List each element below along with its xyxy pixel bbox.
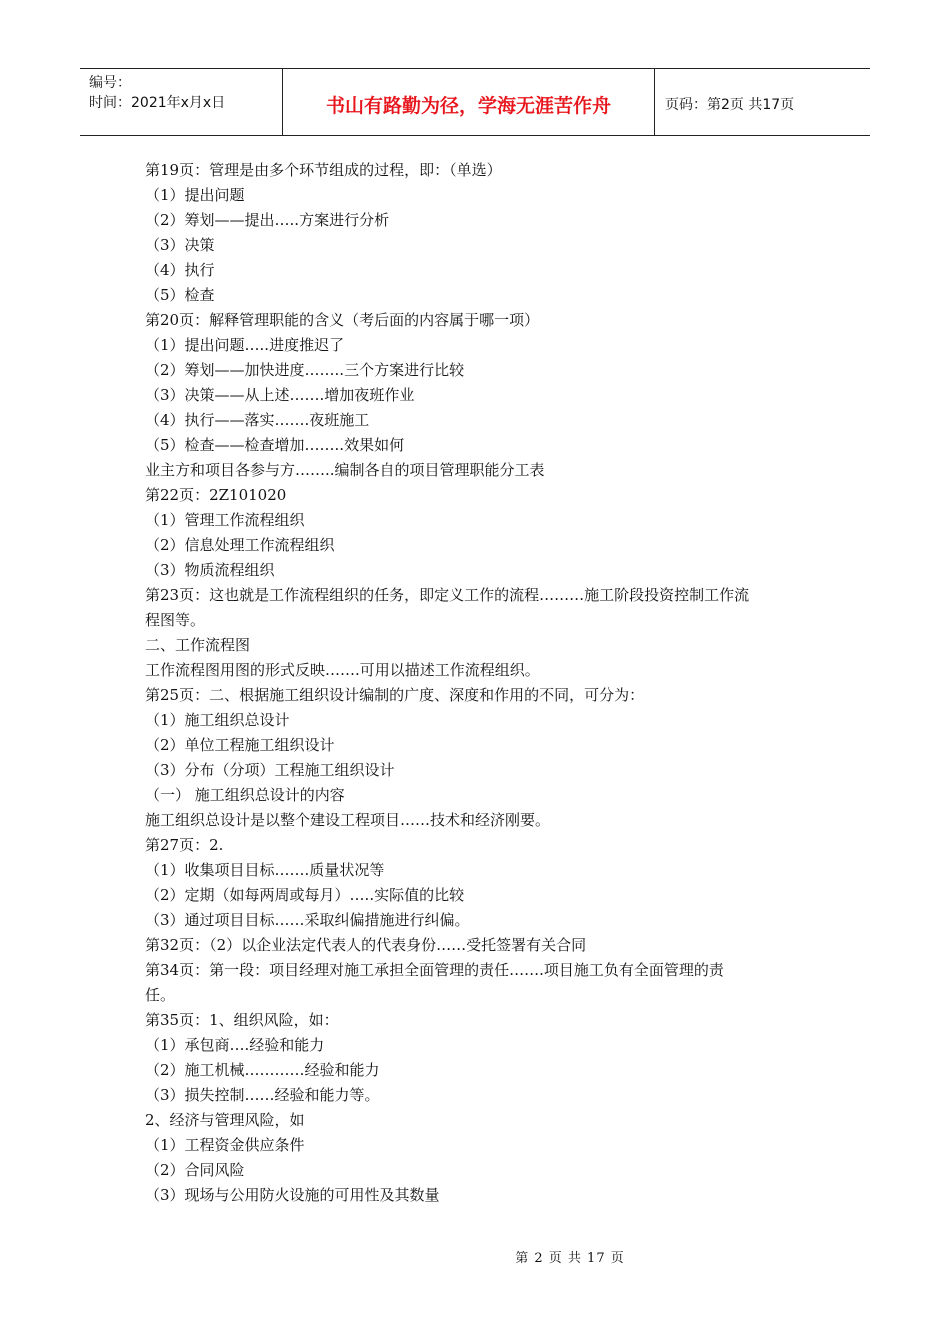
text-line: 第32页：（2）以企业法定代表人的代表身份……受托签署有关合同: [145, 936, 587, 954]
text-line: 第23页：这也就是工作流程组织的任务，即定义工作的流程………施工阶段投资控制工作流: [145, 586, 750, 604]
text-line: （1）提出问题…..进度推迟了: [145, 336, 345, 354]
text-line: （1）提出问题: [145, 186, 245, 204]
text-line: （3）决策: [145, 236, 215, 254]
document-number-label: 编号：: [89, 75, 131, 91]
text-line: （4）执行——落实…….夜班施工: [145, 411, 370, 429]
text-line: 任。: [145, 986, 176, 1004]
text-line: 2、经济与管理风险，如: [145, 1111, 305, 1129]
header-motto: 书山有路勤为径，学海无涯苦作舟: [283, 69, 655, 135]
page-header: [80, 68, 870, 136]
text-line: （3）决策——从上述…….增加夜班作业: [145, 386, 415, 404]
text-line: （2）施工机械…………经验和能力: [145, 1061, 380, 1079]
text-line: （3）损失控制……经验和能力等。: [145, 1086, 380, 1104]
document-time-label: 时间：2021年x月x日: [89, 95, 226, 111]
text-line: （1）管理工作流程组织: [145, 511, 305, 529]
text-line: （2）单位工程施工组织设计: [145, 736, 335, 754]
text-line: 第25页：二、根据施工组织设计编制的广度、深度和作用的不同，可分为：: [145, 686, 645, 704]
text-line: 二、工作流程图: [145, 636, 251, 654]
text-line: 第34页：第一段：项目经理对施工承担全面管理的责任…….项目施工负有全面管理的责: [145, 961, 724, 979]
text-line: （1）收集项目目标…….质量状况等: [145, 861, 385, 879]
text-line: （4）执行: [145, 261, 215, 279]
text-line: （5）检查——检查增加……..效果如何: [145, 436, 405, 454]
text-line: （1）工程资金供应条件: [145, 1136, 305, 1154]
text-line: （2）合同风险: [145, 1161, 245, 1179]
text-line: （1）承包商….经验和能力: [145, 1036, 325, 1054]
text-line: 程图等。: [145, 611, 206, 629]
text-line: 第19页：管理是由多个环节组成的过程，即：（单选）: [145, 161, 502, 179]
text-line: 第35页：1、组织风险，如：: [145, 1011, 339, 1029]
text-line: 业主方和项目各参与方……..编制各自的项目管理职能分工表: [145, 461, 545, 479]
text-line: （1）施工组织总设计: [145, 711, 290, 729]
text-line: （5）检查: [145, 286, 215, 304]
text-line: （一） 施工组织总设计的内容: [145, 786, 345, 804]
text-line: 第22页：2Z101020: [145, 486, 287, 504]
text-line: （3）物质流程组织: [145, 561, 275, 579]
text-line: 第20页：解释管理职能的含义（考后面的内容属于哪一项）: [145, 311, 540, 329]
text-line: （2）信息处理工作流程组织: [145, 536, 335, 554]
text-line: （3）现场与公用防火设施的可用性及其数量: [145, 1186, 440, 1204]
text-line: 第27页：2.: [145, 836, 224, 854]
text-line: （2）筹划——加快进度……..三个方案进行比较: [145, 361, 465, 379]
text-line: （3）分布（分项）工程施工组织设计: [145, 761, 395, 779]
document-body: [145, 158, 810, 1208]
text-line: （2）定期（如每两周或每月）…..实际值的比较: [145, 886, 465, 904]
text-line: 工作流程图用图的形式反映…….可用以描述工作流程组织。: [145, 661, 540, 679]
page-footer: 第 2 页 共 17 页: [515, 1251, 625, 1266]
header-page-info: 页码：第2页 共17页: [665, 97, 795, 113]
text-line: （3）通过项目目标……采取纠偏措施进行纠偏。: [145, 911, 470, 929]
text-line: 施工组织总设计是以整个建设工程项目……技术和经济刚要。: [145, 811, 551, 829]
text-line: （2）筹划——提出…..方案进行分析: [145, 211, 390, 229]
header-left-cell: [80, 69, 283, 135]
